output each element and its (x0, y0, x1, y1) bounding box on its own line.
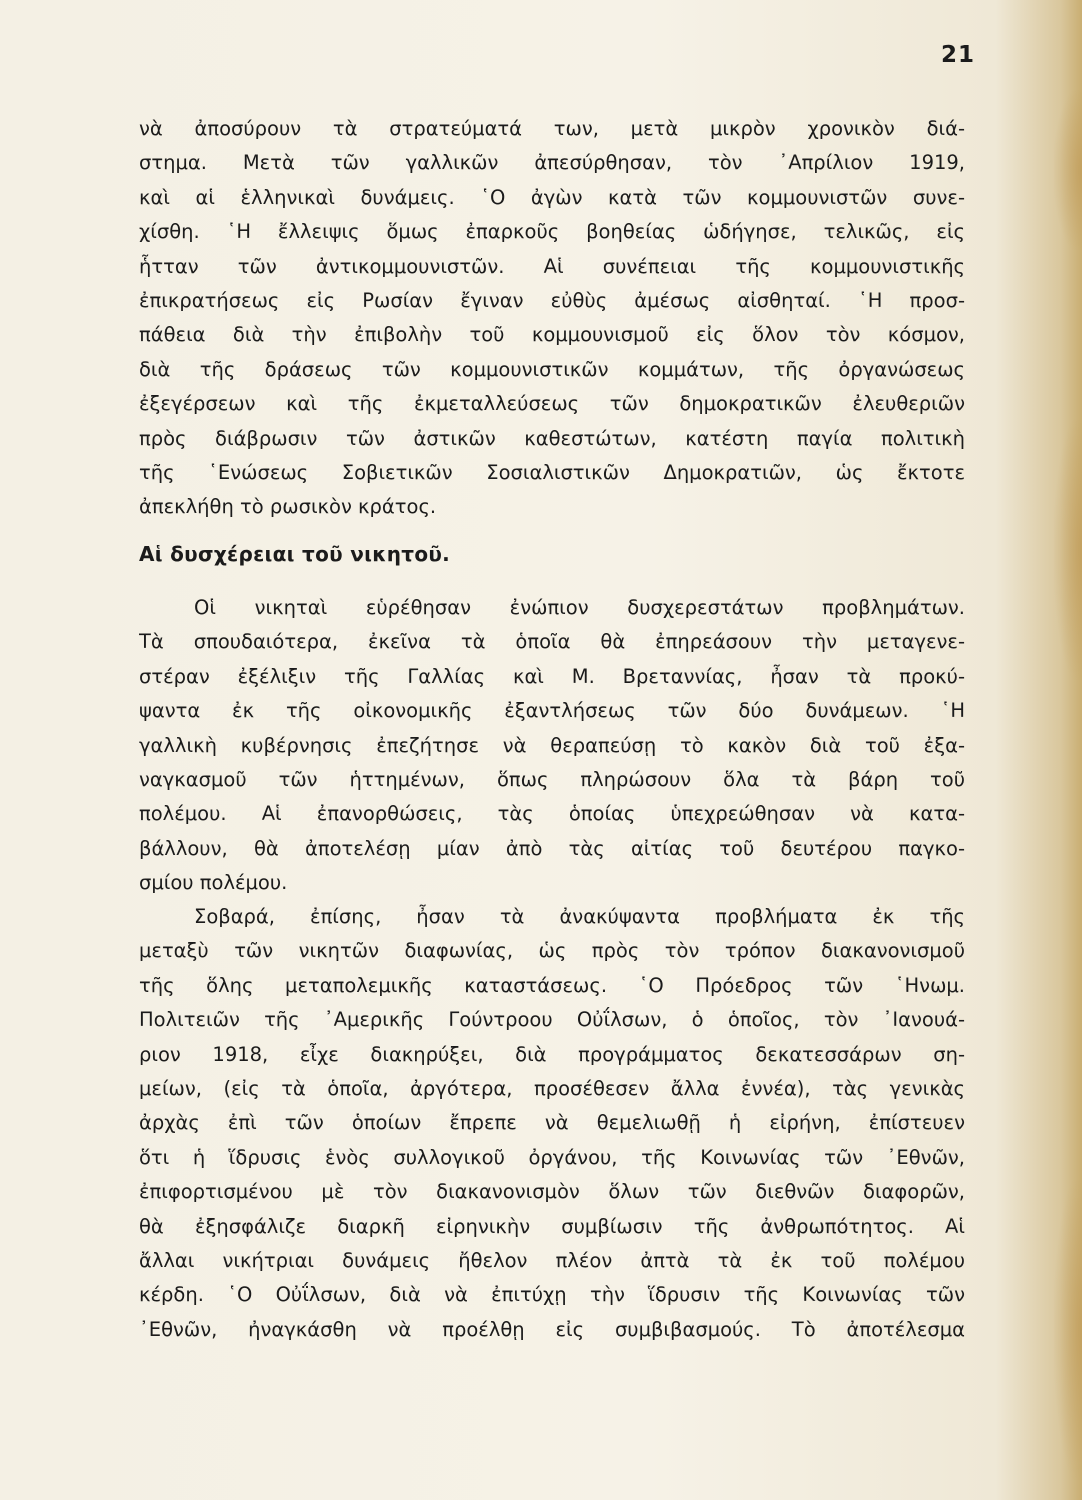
text-line: πολέμου. Αἱ ἐπανορθώσεις, τὰς ὁποίας ὑπεχρεώθησαν νὰ κατα- (139, 802, 965, 826)
text-line: ἀρχὰς ἐπὶ τῶν ὁποίων ἔπρεπε νὰ θεμελιωθῇ ἡ εἰρήνη, ἐπίστευεν (139, 1111, 965, 1135)
text-line: θὰ ἐξησφάλιζε διαρκῆ εἰρηνικὴν συμβίωσιν τῆς ἀνθρωπότητος. Αἱ (139, 1214, 965, 1238)
text-line: ψαντα ἐκ τῆς οἰκονομικῆς ἐξαντλήσεως τῶν δύο δυνάμεων. ῾Η (139, 699, 965, 723)
paragraph-1 (139, 112, 965, 525)
paragraph-2 (139, 591, 965, 901)
text-line: χίσθη. ῾Η ἔλλειψις ὅμως ἐπαρκοῦς βοηθείας ὡδήγησε, τελικῶς, εἰς (139, 220, 965, 244)
page-edge-stain (1054, 1180, 1082, 1480)
text-line: καὶ αἱ ἑλληνικαὶ δυνάμεις. ῾Ο ἀγὼν κατὰ τῶν κομμουνιστῶν συνε- (139, 185, 965, 209)
text-line: Πολιτειῶν τῆς ᾿Αμερικῆς Γούντροου Οὐΐλσων, ὁ ὁποῖος, τὸν ᾿Ιανουά- (139, 1008, 965, 1032)
text-line: γαλλικὴ κυβέρνησις ἐπεζήτησε νὰ θεραπεύσῃ τὸ κακὸν διὰ τοῦ ἐξα- (139, 733, 965, 757)
text-line: ἐπικρατήσεως εἰς Ρωσίαν ἔγιναν εὐθὺς ἀμέσως αἰσθηταί. ῾Η προσ- (139, 288, 965, 312)
text-line: Σοβαρά, ἐπίσης, ἦσαν τὰ ἀνακύψαντα προβλήματα ἐκ τῆς (194, 905, 965, 928)
page-edge-stain (1054, 420, 1082, 680)
text-line: ναγκασμοῦ τῶν ἡττημένων, ὅπως πληρώσουν ὅλα τὰ βάρη τοῦ (139, 767, 965, 791)
text-line: μείων, (εἰς τὰ ὁποῖα, ἀργότερα, προσέθεσεν ἄλλα ἐννέα), τὰς γενικὰς (139, 1076, 965, 1100)
section-heading: Αἱ δυσχέρειαι τοῦ νικητοῦ. (139, 542, 451, 566)
text-line: Τὰ σπουδαιότερα, ἐκεῖνα τὰ ὁποῖα θὰ ἐπηρεάσουν τὴν μεταγενε- (139, 630, 965, 654)
text-line: σμίου πολέμου. (139, 871, 288, 895)
text-line: στημα. Μετὰ τῶν γαλλικῶν ἀπεσύρθησαν, τὸν ᾿Απρίλιον 1919, (139, 151, 965, 175)
text-line: βάλλουν, θὰ ἀποτελέσῃ μίαν ἀπὸ τὰς αἰτίας τοῦ δευτέρου παγκο- (139, 836, 965, 860)
text-line: ᾿Εθνῶν, ἠναγκάσθη νὰ προέλθῃ εἰς συμβιβασμούς. Τὸ ἀποτέλεσμα (139, 1317, 965, 1341)
page-edge-stain (1054, 90, 1082, 250)
text-line: ριον 1918, εἶχε διακηρύξει, διὰ προγράμματος δεκατεσσάρων ση- (139, 1042, 965, 1066)
text-line: νὰ ἀποσύρουν τὰ στρατεύματά των, μετὰ μικρὸν χρονικὸν διά- (139, 117, 965, 140)
text-line: ἐπιφορτισμένου μὲ τὸν διακανονισμὸν ὅλων τῶν διεθνῶν διαφορῶν, (139, 1180, 965, 1204)
text-line: Οἱ νικηταὶ εὑρέθησαν ἐνώπιον δυσχερεστάτων προβλημάτων. (194, 596, 965, 619)
page-number: 21 (941, 42, 976, 68)
paragraph-3 (139, 900, 965, 1347)
text-line: ἀπεκλήθη τὸ ρωσικὸν κράτος. (139, 495, 437, 519)
text-line: πρὸς διάβρωσιν τῶν ἀστικῶν καθεστώτων, κατέστη παγία πολιτικὴ (139, 426, 965, 450)
text-line: ἧτταν τῶν ἀντικομμουνιστῶν. Αἱ συνέπειαι τῆς κομμουνιστικῆς (139, 254, 965, 278)
text-line: στέραν ἐξέλιξιν τῆς Γαλλίας καὶ Μ. Βρεταννίας, ἦσαν τὰ προκύ- (139, 664, 965, 688)
text-line: τῆς ὅλης μεταπολεμικῆς καταστάσεως. ῾Ο Πρόεδρος τῶν ῾Ηνωμ. (139, 973, 965, 997)
text-line: ἄλλαι νικήτριαι δυνάμεις ἤθελον πλέον ἀπτὰ τὰ ἐκ τοῦ πολέμου (139, 1248, 965, 1272)
text-line: πάθεια διὰ τὴν ἐπιβολὴν τοῦ κομμουνισμοῦ εἰς ὅλον τὸν κόσμον, (139, 323, 965, 347)
text-line: κέρδη. ῾Ο Οὐΐλσων, διὰ νὰ ἐπιτύχῃ τὴν ἵδρυσιν τῆς Κοινωνίας τῶν (139, 1283, 965, 1307)
text-line: τῆς ῾Ενώσεως Σοβιετικῶν Σοσιαλιστικῶν Δημοκρατιῶν, ὡς ἔκτοτε (139, 460, 965, 484)
text-line: ἐξεγέρσεων καὶ τῆς ἐκμεταλλεύσεως τῶν δημοκρατικῶν ἐλευθεριῶν (139, 392, 965, 416)
text-line: μεταξὺ τῶν νικητῶν διαφωνίας, ὡς πρὸς τὸν τρόπον διακανονισμοῦ (139, 939, 965, 963)
text-line: διὰ τῆς δράσεως τῶν κομμουνιστικῶν κομμάτων, τῆς ὀργανώσεως (139, 357, 965, 381)
text-line: ὅτι ἡ ἵδρυσις ἑνὸς συλλογικοῦ ὀργάνου, τῆς Κοινωνίας τῶν ᾿Εθνῶν, (139, 1145, 965, 1169)
